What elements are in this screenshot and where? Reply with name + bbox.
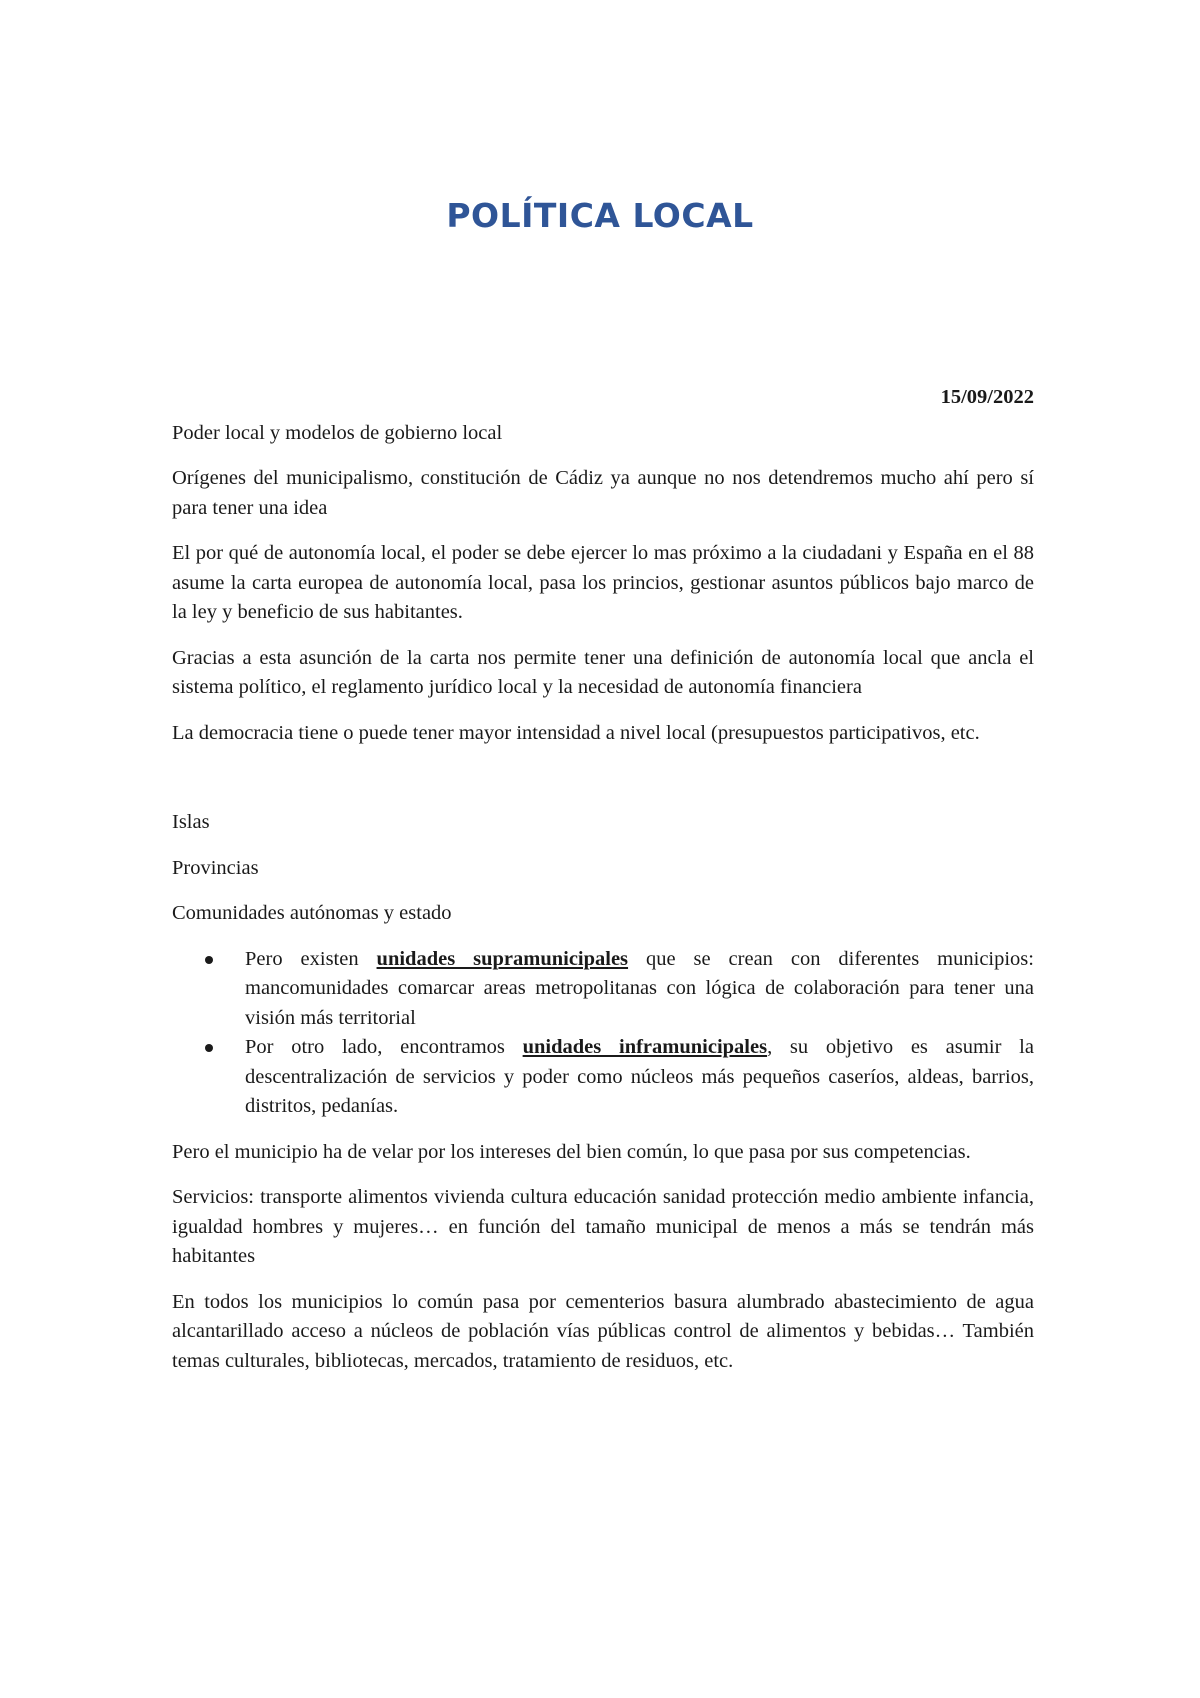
bullet-text-before: Por otro lado, encontramos <box>245 1036 523 1058</box>
document-date: 15/09/2022 <box>940 386 1034 408</box>
bullet-item-supramunicipal <box>172 945 1034 1034</box>
level-provinces: Provincias <box>172 856 259 879</box>
paragraph-origins: Orígenes del municipalismo, constitución de Cádiz ya aunque no nos detendremos mucho ahí pero sí para tener una idea <box>172 467 1034 519</box>
level-communities: Comunidades autónomas y estado <box>172 902 452 924</box>
paragraph-topic: Poder local y modelos de gobierno local <box>172 421 503 444</box>
bullet-text-after: , su objetivo es asumir la descentralización de servicios y poder como núcleos más pequeños caseríos, aldeas, barrios, distritos, pedanías. <box>245 1036 1034 1117</box>
paragraph-democracy: La democracia tiene o puede tener mayor intensidad a nivel local (presupuestos participativos, etc. <box>172 721 980 744</box>
bullet-emphasis: unidades inframunicipales <box>522 1036 768 1058</box>
bullet-text-before: Pero existen <box>245 947 377 970</box>
paragraph-common-services: En todos los municipios lo común pasa por cementerios basura alumbrado abastecimiento de agua alcantarillado acceso a núcleos de población vías públicas control de alimentos y bebidas… También temas culturales, bibliotecas, mercados, tratamiento de residuos, etc. <box>172 1290 1034 1372</box>
paragraph-services: Servicios: transporte alimentos vivienda cultura educación sanidad protección medio ambiente infancia, igualdad hombres y mujeres… en función del tamaño municipal de menos a más se tendrán más habitantes <box>172 1186 1034 1267</box>
bullet-text-after: que se crean con diferentes municipios: mancomunidades comarcar areas metropolitanas con lógica de colaboración para tener una visión más territorial <box>245 947 1034 1029</box>
paragraph-common-good: Pero el municipio ha de velar por los intereses del bien común, lo que pasa por sus competencias. <box>172 1140 971 1163</box>
bullet-dot-icon <box>205 956 213 964</box>
document-body <box>172 383 1034 1392</box>
bullet-item-inframunicipal <box>172 1033 1034 1122</box>
bullet-emphasis: unidades supramunicipales <box>376 947 629 970</box>
section-spacer <box>172 764 1034 808</box>
bullet-list <box>172 945 1034 1122</box>
document-title: POLÍTICA LOCAL <box>446 196 754 235</box>
paragraph-charter: Gracias a esta asunción de la carta nos permite tener una definición de autonomía local que ancla el sistema político, el reglamento jurídico local y la necesidad de autonomía financiera <box>172 646 1034 698</box>
level-islands: Islas <box>172 811 210 833</box>
bullet-dot-icon <box>205 1044 213 1052</box>
paragraph-autonomy: El por qué de autonomía local, el poder se debe ejercer lo mas próximo a la ciudadani y España en el 88 asume la carta europea de autonomía local, pasa los princios, gestionar asuntos públicos bajo marco de la ley y beneficio de sus habitantes. <box>172 542 1034 623</box>
